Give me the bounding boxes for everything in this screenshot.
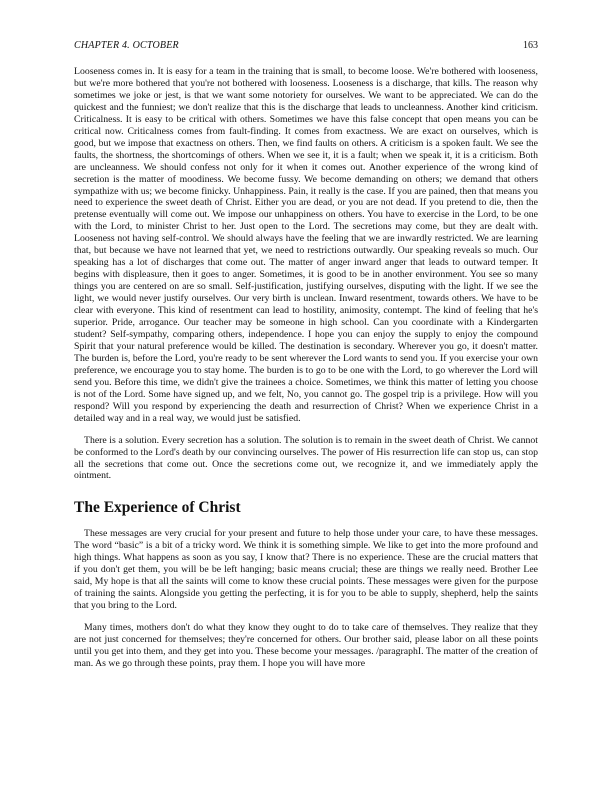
chapter-title: CHAPTER 4. OCTOBER — [74, 40, 179, 51]
body-paragraph: There is a solution. Every secretion has a solution. The solution is to remain in the sweet death of Christ. We cannot be conformed to the Lord's death by our convincing ourselves. The power of His resurrection life can stop us, can stop all the secretions that come out. Once the secretions come out, we recognize it, and we immediately apply the ointment. — [74, 434, 538, 482]
section-heading: The Experience of Christ — [74, 499, 241, 517]
page-number: 163 — [523, 40, 538, 51]
body-text — [74, 66, 538, 670]
body-paragraph: Looseness comes in. It is easy for a team in the training that is small, to become loose. We're bothered with looseness, but we're more bothered that you're not bothered with looseness. Looseness is a discharge, that kills. The reason why sometimes we joke or jest, is that we want some notoriety for ourselves. We want to be appreciated. We can do the quickest and the funniest; we don't realize that this is the discharge that leads to uncleanness. Another kind criticism. Criticalness. It is easy to be critical with others. Sometimes we have this false concept that open means you can be critical now. Criticalness comes from fault-finding. It comes from exactness. We are exact on ourselves, which is good, but we impose that exactness on others. Then, we find faults on others. A criticism is a spoken fault. We see the faults, the shortness, the shortcomings of others. When we see it, it is a fault; when we speak it, it is a criticism. Both are uncleanness. We should confess not only for it when it comes out. Another experience of the wrong kind of secretion is the matter of moodiness. We become fussy. We become demanding on others; we demand that others sympathize with us; we become finicky. Unhappiness. Pain, it really is the case. If you are pained, then that means you need to experience the sweet death of Christ. Either you are dead, or you are not dead. If you pretend to die, then the pretense eventually will come out. We impose our unhappiness on others. You have to exercise in the Lord, to be one with the Lord, to minister Christ to her. Just open to the Lord. The secretions may come, but they are dealt with. Looseness not having self-control. We should always have the feeling that we are inwardly restricted. We are learning that, but because we have not learned that yet, we need to restrictions outwardly. Our speaking reveals so much. Our speaking has a lot of discharges that come out. The matter of anger inward anger that leads to outward temper. It begins with displeasure, then it goes to anger. Sometimes, it is good to be in another environment. You see so many things you are centered on are so small. Self-justification, justifying ourselves, disputing with the light. If we see the light, we would never justify ourselves. Our very birth is unclean. Inward resentment, towards others. We have to be clear with everyone. This kind of resentment can lead to hostility, animosity, contempt. The kind of feeling that he's superior. Pride, arrogance. Our teacher may be someone in high school. Can you coordinate with a Kindergarten student? Self-sympathy, comparing others, independence. I hope you can enjoy the supply to enjoy the compound Spirit that your natural preference would be killed. The destination is secondary. Wherever you go, it doesn't matter. The burden is, before the Lord, you're ready to be sent wherever the Lord wants to send you. If you exercise your own preference, we encourage you to stay home. The burden is to go to be one with the Lord, to go wherever the Lord will send you. Before this time, we didn't give the trainees a choice. Sometimes, we think this matter of letting you choose is not of the Lord. Some have signed up, and we felt, No, you cannot go. The gospel trip is a privilege. How will you respond? Will you respond by experiencing the death and resurrection of Christ? When we experience Christ in a detailed way and in a real way, we would just be satisfied. — [74, 66, 538, 424]
running-header — [74, 40, 538, 52]
body-paragraph: These messages are very crucial for your present and future to help those under your care, to have these messages. The word “basic” is a bit of a tricky word. We think it is something simple. We like to get into the more profound and high things. What happens as soon as you say, I know that? There is no experience. These are the crucial matters that if you don't get them, you will be be left hanging; basic means crucial; these are things we really need. Brother Lee said, My hope is that all the saints will come to know these crucial points. These messages were given for the purpose of training the saints. Alongside you getting the perfecting, it is for you to be able to supply, shepherd, help the saints that you bring to the Lord. — [74, 528, 538, 612]
body-paragraph: Many times, mothers don't do what they know they ought to do to take care of themselves. They realize that they are not just concerned for themselves; they're concerned for others. Our brother said, please labor on all these points until you get into them, and they get into you. These become your messages. /paragraphI. The matter of the creation of man. As we go through these points, pray them. I hope you will have more — [74, 622, 538, 669]
